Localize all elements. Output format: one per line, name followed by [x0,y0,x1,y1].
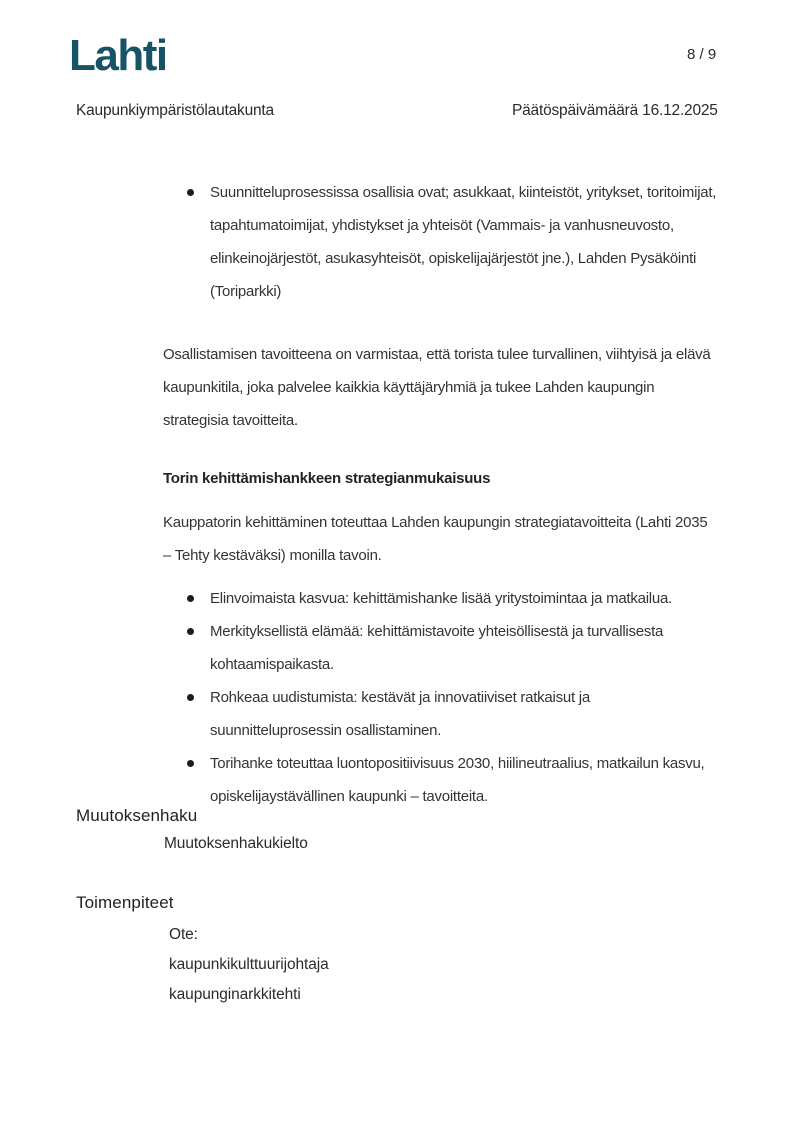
strategy-bullet-list [163,582,719,813]
list-item: Elinvoimaista kasvua: kehittämishanke lisää yritystoimintaa ja matkailua. [163,582,719,615]
decision-date: Päätöspäivämäärä 16.12.2025 [512,102,718,119]
strategy-paragraph: Kauppatorin kehittäminen toteuttaa Lahden kaupungin strategiatavoitteita (Lahti 2035 – Tehty kestäväksi) monilla tavoin. [163,514,708,564]
actions-section-content [169,920,329,1010]
page-number: 8 / 9 [687,46,717,63]
action-line: Ote: [169,926,198,943]
strategy-heading: Torin kehittämishankkeen strategianmukaisuus [163,470,491,487]
action-line: kaupunkikulttuurijohtaja [169,956,329,973]
committee-name: Kaupunkiympäristölautakunta [76,102,274,119]
action-line: kaupunginarkkitehti [169,986,301,1003]
list-item: Rohkeaa uudistumista: kestävät ja innovatiiviset ratkaisut ja suunnitteluprosessin osallistaminen. [163,681,719,747]
list-item: Merkityksellistä elämää: kehittämistavoite yhteisöllisestä ja turvallisesta kohtaamispaikasta. [163,615,719,681]
appeal-section-label: Muutoksenhaku [76,806,198,825]
appeal-section-content: Muutoksenhakukielto [164,835,308,852]
list-item: Suunnitteluprosessissa osallisia ovat; asukkaat, kiinteistöt, yritykset, toritoimijat, tapahtumatoimijat, yhdistykset ja yhteisöt (Vammais- ja vanhusneuvosto, elinkeinojärjestöt, asukasyhteisöt, opiskelijajärjestöt jne.), Lahden Pysäköinti (Toriparkki) [163,176,719,308]
actions-section-label: Toimenpiteet [76,893,174,912]
participants-bullet-list [163,176,719,308]
lahti-logo: Lahti [69,31,167,80]
participation-paragraph: Osallistamisen tavoitteena on varmistaa, että torista tulee turvallinen, viihtyisä ja elävä kaupunkitila, joka palvelee kaikkia käyttäjäryhmiä ja tukee Lahden kaupungin strategisia tavoitteita. [163,346,711,429]
list-item: Torihanke toteuttaa luontopositiivisuus 2030, hiilineutraalius, matkailun kasvu, opiskelijaystävällinen kaupunki – tavoitteita. [163,747,719,813]
